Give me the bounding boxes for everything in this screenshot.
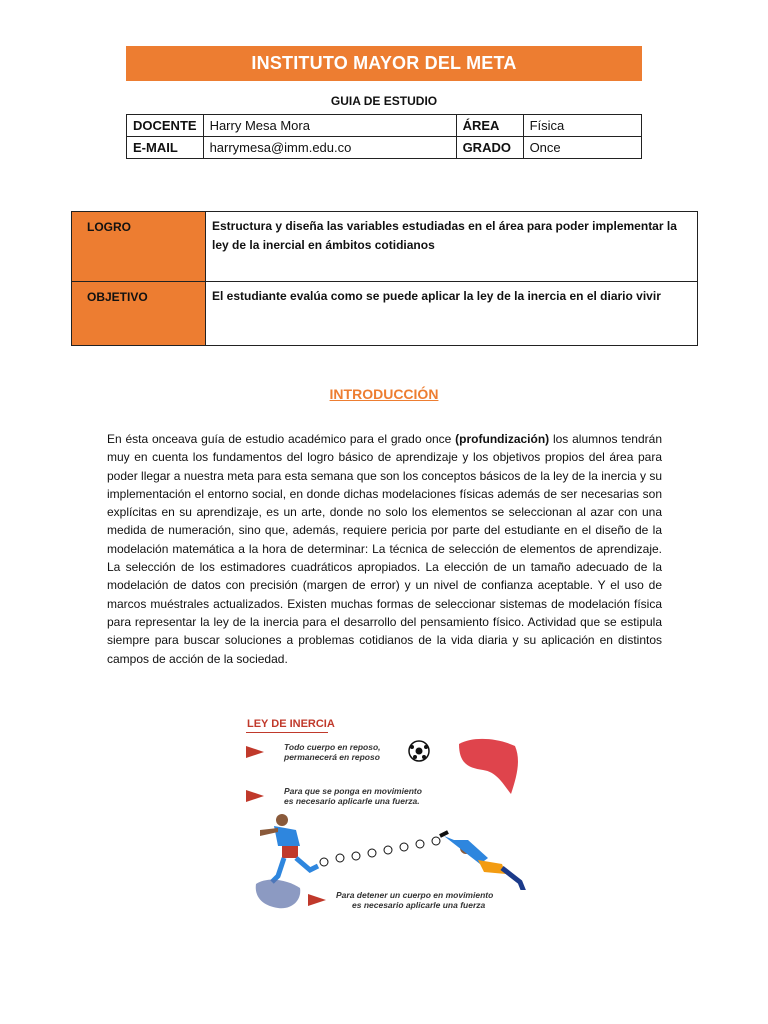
grado-value: Once bbox=[523, 137, 641, 159]
area-value: Física bbox=[523, 115, 641, 137]
intro-heading: INTRODUCCIÓN bbox=[329, 386, 439, 402]
area-label: ÁREA bbox=[456, 115, 523, 137]
docente-label: DOCENTE bbox=[127, 115, 204, 137]
arrow-icon bbox=[246, 790, 264, 802]
email-label: E-MAIL bbox=[127, 137, 204, 159]
red-splash-decoration bbox=[453, 736, 521, 800]
goals-table bbox=[71, 211, 698, 346]
logro-label: LOGRO bbox=[72, 212, 206, 282]
document-subtitle: GUIA DE ESTUDIO bbox=[330, 94, 438, 108]
objetivo-text: El estudiante evalúa como se puede aplicar la ley de la inercia en el diario vivir bbox=[206, 282, 698, 346]
blue-splash-decoration bbox=[252, 876, 304, 912]
inertia-illustration bbox=[238, 710, 528, 920]
arrow-icon bbox=[246, 746, 264, 758]
grado-label: GRADO bbox=[456, 137, 523, 159]
figure-title: LEY DE INERCIA bbox=[247, 718, 335, 730]
figure-caption-3: Para detener un cuerpo en movimiento es necesario aplicarle una fuerza bbox=[336, 890, 494, 910]
intro-text-start: En ésta onceava guía de estudio académico para el grado once bbox=[107, 432, 456, 446]
intro-text-bold: (profundización) bbox=[455, 432, 550, 446]
objetivo-label: OBJETIVO bbox=[72, 282, 206, 346]
email-value: harrymesa@imm.edu.co bbox=[203, 137, 456, 159]
title-underline bbox=[246, 732, 328, 733]
figure-caption-1: Todo cuerpo en reposo, permanecerá en reposo bbox=[284, 742, 381, 762]
logro-text: Estructura y diseña las variables estudiadas en el área para poder implementar la ley de la inercial en ámbitos cotidianos bbox=[206, 212, 698, 282]
institute-banner: INSTITUTO MAYOR DEL META bbox=[126, 46, 642, 81]
intro-text-rest: los alumnos tendrán muy en cuenta los fundamentos del logro básico de aprendizaje y los objetivos propios del área para poder llegar a nuestra meta para esta semana que son los conceptos básicos de la ley de la inercia y su implementación el entorno social, en donde dichas modelaciones físicas además de ser necesarias son explícitas en su aprendizaje, es un arte, donde no solo los elementos se seleccionan al azar con una medida de numeración, sino que, además, requiere pericia por parte del estudiante en el diseño de la modelación matemática a la hora de determinar: La técnica de selección de elementos de aprendizaje. La selección de los estimadores cuadráticos apropiados. La elección de un tamaño adecuado de la modelación de datos con precisión (margen de error) y un nivel de confianza aceptable. Y el uso de marcos muéstrales actualizados. Existen muchas formas de seleccionar sistemas de modelación física para representar la ley de la inercia para el desarrollo del pensamiento físico. Actividad que se estipula siempre para buscar soluciones a problemas cotidianos de la vida diaria y su aplicación en distintos campos de acción de la sociedad. bbox=[107, 432, 662, 666]
intro-paragraph bbox=[107, 430, 662, 668]
figure-caption-2: Para que se ponga en movimiento es necesario aplicarle una fuerza. bbox=[284, 786, 422, 806]
teacher-info-table bbox=[126, 114, 642, 159]
docente-value: Harry Mesa Mora bbox=[203, 115, 456, 137]
arrow-icon bbox=[308, 894, 326, 906]
soccer-ball-icon bbox=[408, 740, 430, 762]
